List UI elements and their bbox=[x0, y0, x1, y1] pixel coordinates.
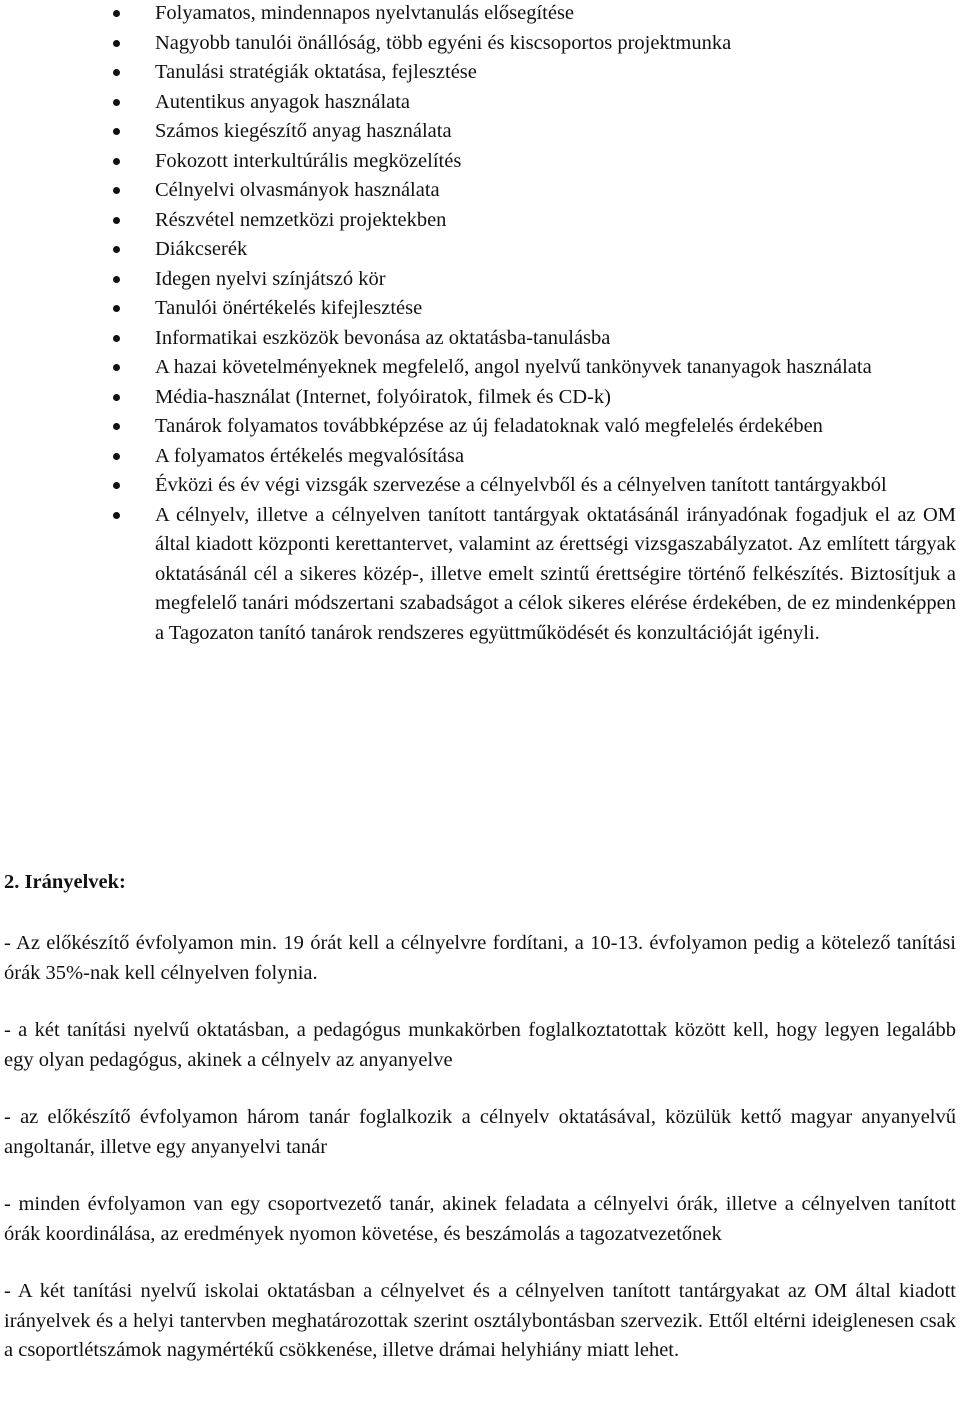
list-item-text: Tanulási stratégiák oktatása, fejlesztése bbox=[155, 61, 477, 83]
bullet-icon bbox=[113, 423, 120, 430]
bullet-icon bbox=[113, 335, 120, 342]
bullet-icon bbox=[113, 246, 120, 253]
list-item-text: Idegen nyelvi színjátszó kör bbox=[155, 267, 386, 290]
list-item-text: Részvétel nemzetközi projektekben bbox=[155, 208, 447, 231]
bullet-list bbox=[108, 0, 956, 648]
list-item-text: A célnyelv, illetve a célnyelven tanított tantárgyak oktatásánál irányadónak fogadjuk el az OM által kiadott központi kerettantervet, valamint az érettségi vizsgaszabályzatot. Az említett tárgyak oktatásánál cél a sikeres közép-, illetve emelt szintű érettségire történő felkészítés. Biztosítjuk a megfelelő tanári módszertani szabadságot a célok sikeres elérése érdekében, de ez mindenképpen a Tagozaton tanító tanárok rendszeres együttműködését és konzultációját igényli. bbox=[155, 503, 956, 644]
bullet-icon bbox=[113, 10, 120, 17]
list-item-text: Informatikai eszközök bevonása az oktatásba-tanulásba bbox=[155, 326, 611, 349]
list-item-text: Folyamatos, mindennapos nyelvtanulás elősegítése bbox=[155, 2, 575, 24]
bullet-icon bbox=[113, 217, 120, 224]
bullet-icon bbox=[113, 482, 120, 489]
list-item-text: Nagyobb tanulói önállóság, több egyéni és kiscsoportos projektmunka bbox=[155, 31, 732, 54]
list-item-text: Média-használat (Internet, folyóiratok, filmek és CD-k) bbox=[155, 385, 611, 408]
bullet-icon bbox=[113, 187, 120, 194]
list-item bbox=[108, 501, 956, 649]
list-item bbox=[108, 412, 956, 442]
list-item bbox=[108, 471, 956, 501]
list-item bbox=[108, 265, 956, 295]
section-heading: 2. Irányelvek: bbox=[4, 871, 126, 893]
bullet-icon bbox=[113, 276, 120, 283]
list-item-text: A hazai követelményeknek megfelelő, angol nyelvű tankönyvek tananyagok használata bbox=[155, 356, 872, 378]
guidelines-section bbox=[4, 929, 956, 1394]
list-item-text: Számos kiegészítő anyag használata bbox=[155, 120, 452, 142]
list-item bbox=[108, 117, 956, 147]
list-item bbox=[108, 88, 956, 118]
list-item bbox=[108, 176, 956, 206]
list-item bbox=[108, 235, 956, 265]
bullet-icon bbox=[113, 364, 120, 371]
list-item-text: Tanárok folyamatos továbbképzése az új feladatoknak való megfelelés érdekében bbox=[155, 415, 823, 437]
list-item-text: Célnyelvi olvasmányok használata bbox=[155, 179, 440, 201]
bullet-icon bbox=[113, 394, 120, 401]
list-item bbox=[108, 206, 956, 236]
bullet-icon bbox=[113, 305, 120, 312]
list-item-text: Évközi és év végi vizsgák szervezése a célnyelvből és a célnyelven tanított tantárgyakból bbox=[155, 474, 887, 496]
list-item bbox=[108, 383, 956, 413]
bullet-icon bbox=[113, 40, 120, 47]
list-item-text: Tanulói önértékelés kifejlesztése bbox=[155, 297, 423, 319]
bullet-icon bbox=[113, 453, 120, 460]
list-item-text: Autentikus anyagok használata bbox=[155, 90, 411, 113]
bullet-icon bbox=[113, 512, 120, 519]
bullet-icon bbox=[113, 128, 120, 135]
bullet-icon bbox=[113, 158, 120, 165]
guideline-paragraph: - az előkészítő évfolyamon három tanár foglalkozik a célnyelv oktatásával, közülük kettő magyar anyanyelvű angoltanár, illetve egy anyanyelvi tanár bbox=[4, 1106, 956, 1158]
list-item-text: Diákcserék bbox=[155, 238, 248, 260]
list-item bbox=[108, 353, 956, 383]
list-item bbox=[108, 442, 956, 472]
bullet-icon bbox=[113, 99, 120, 106]
list-item bbox=[108, 58, 956, 88]
list-item bbox=[108, 29, 956, 59]
list-item bbox=[108, 324, 956, 354]
bullet-icon bbox=[113, 69, 120, 76]
list-item bbox=[108, 0, 956, 29]
guideline-paragraph: - A két tanítási nyelvű iskolai oktatásban a célnyelvet és a célnyelven tanított tantárgyakat az OM által kiadott irányelvek és a helyi tantervben meghatározottak szerint osztálybontásban szervezik. Ettől eltérni ideiglenesen csak a csoportlétszámok nagymértékű csökkenése, illetve drámai helyhiány miatt lehet. bbox=[4, 1280, 956, 1361]
guideline-paragraph: - a két tanítási nyelvű oktatásban, a pedagógus munkakörben foglalkoztatottak között kell, hogy legyen legalább egy olyan pedagógus, akinek a célnyelv az anyanyelve bbox=[4, 1019, 956, 1071]
list-item-text: Fokozott interkultúrális megközelítés bbox=[155, 149, 462, 172]
list-item bbox=[108, 147, 956, 177]
guideline-paragraph: - minden évfolyamon van egy csoportvezető tanár, akinek feladata a célnyelvi órák, illetve a célnyelven tanított órák koordinálása, az eredmények nyomon követése, és beszámolás a tagozatvezetőnek bbox=[4, 1193, 956, 1245]
guideline-paragraph: - Az előkészítő évfolyamon min. 19 órát kell a célnyelvre fordítani, a 10-13. évfolyamon pedig a kötelező tanítási órák 35%-nak kell célnyelven folynia. bbox=[4, 932, 956, 984]
list-item bbox=[108, 294, 956, 324]
list-item-text: A folyamatos értékelés megvalósítása bbox=[155, 444, 465, 467]
